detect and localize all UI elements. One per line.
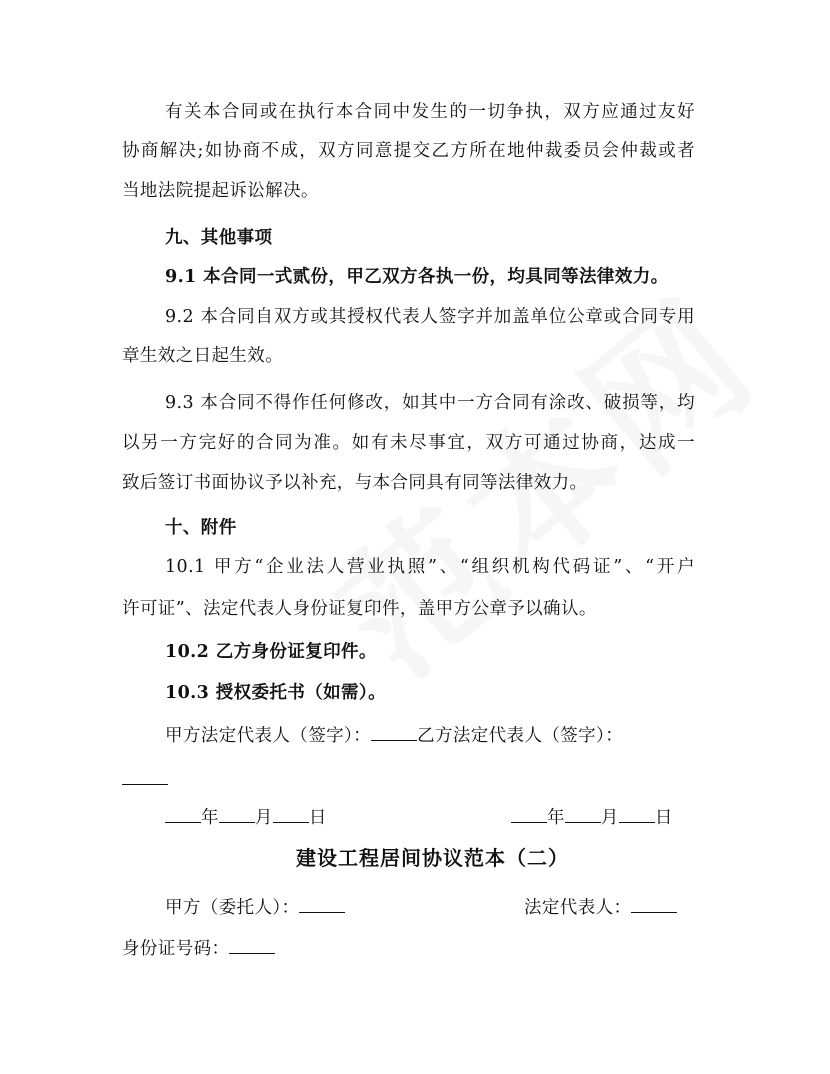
clause-10-2: 10.2 乙方身份证复印件。 [165, 642, 377, 662]
section-10-heading: 十、附件 [165, 518, 237, 538]
party-a-client-row [165, 894, 345, 920]
second-document-title: 建设工程居间协议范本（二） [296, 846, 569, 870]
clause-9-2-line-2: 章生效之日起生效。 [122, 346, 284, 366]
party-a-client-label: 甲方（委托人）： [165, 898, 300, 918]
clause-9-3-line-3: 致后签订书面协议予以补充，与本合同具有同等法律效力。 [122, 473, 588, 493]
legal-rep-label: 法定代表人： [524, 898, 632, 918]
party-a-client-blank[interactable] [299, 894, 345, 913]
party-a-signature-blank[interactable] [371, 722, 417, 741]
party-a-date [165, 804, 327, 830]
dispute-line-2: 协商解决;如协商不成，双方同意提交乙方所在地仲裁委员会仲裁或者 [122, 141, 695, 161]
party-a-year-blank[interactable] [165, 804, 201, 823]
day-label: 日 [308, 808, 327, 828]
party-b-year-blank[interactable] [511, 804, 547, 823]
party-b-rep-label: 乙方法定代表人（签字）： [417, 726, 624, 746]
year-label: 年 [547, 808, 565, 828]
dispute-line-3: 当地法院提起诉讼解决。 [122, 181, 319, 201]
clause-9-3-line-1: 9.3 本合同不得作任何修改，如其中一方合同有涂改、破损等，均 [165, 393, 695, 413]
clause-10-3: 10.3 授权委托书（如需）。 [165, 683, 386, 703]
clause-9-2-line-1: 9.2 本合同自双方或其授权代表人签字并加盖单位公章或合同专用 [165, 307, 695, 327]
signature-row [165, 722, 623, 748]
party-a-month-blank[interactable] [219, 804, 255, 823]
clause-10-1-line-2: 许可证”、法定代表人身份证复印件，盖甲方公章予以确认。 [122, 599, 597, 619]
section-9-heading: 九、其他事项 [165, 228, 273, 248]
party-a-day-blank[interactable] [273, 804, 309, 823]
party-a-rep-label: 甲方法定代表人（签字）： [165, 726, 372, 746]
party-b-date [511, 804, 673, 830]
id-number-blank[interactable] [229, 935, 275, 954]
clause-9-1: 9.1 本合同一式贰份，甲乙双方各执一份，均具同等法律效力。 [165, 267, 669, 287]
clause-9-3-line-2: 以另一方完好的合同为准。如有未尽事宜，双方可通过协商，达成一 [122, 433, 695, 453]
dispute-line-1: 有关本合同或在执行本合同中发生的一切争执，双方应通过友好 [165, 102, 695, 122]
id-number-label: 身份证号码： [122, 939, 230, 959]
year-label: 年 [201, 808, 219, 828]
clause-10-1-line-1: 10.1 甲方“企业法人营业执照”、“组织机构代码证”、“开户 [165, 557, 695, 577]
legal-rep-blank[interactable] [631, 894, 677, 913]
party-b-day-blank[interactable] [619, 804, 655, 823]
id-number-row [122, 935, 275, 961]
party-b-signature-blank[interactable] [122, 766, 168, 785]
legal-rep-row [524, 894, 677, 920]
day-label: 日 [654, 808, 673, 828]
month-label: 月 [600, 808, 619, 828]
month-label: 月 [254, 808, 273, 828]
party-b-month-blank[interactable] [565, 804, 601, 823]
